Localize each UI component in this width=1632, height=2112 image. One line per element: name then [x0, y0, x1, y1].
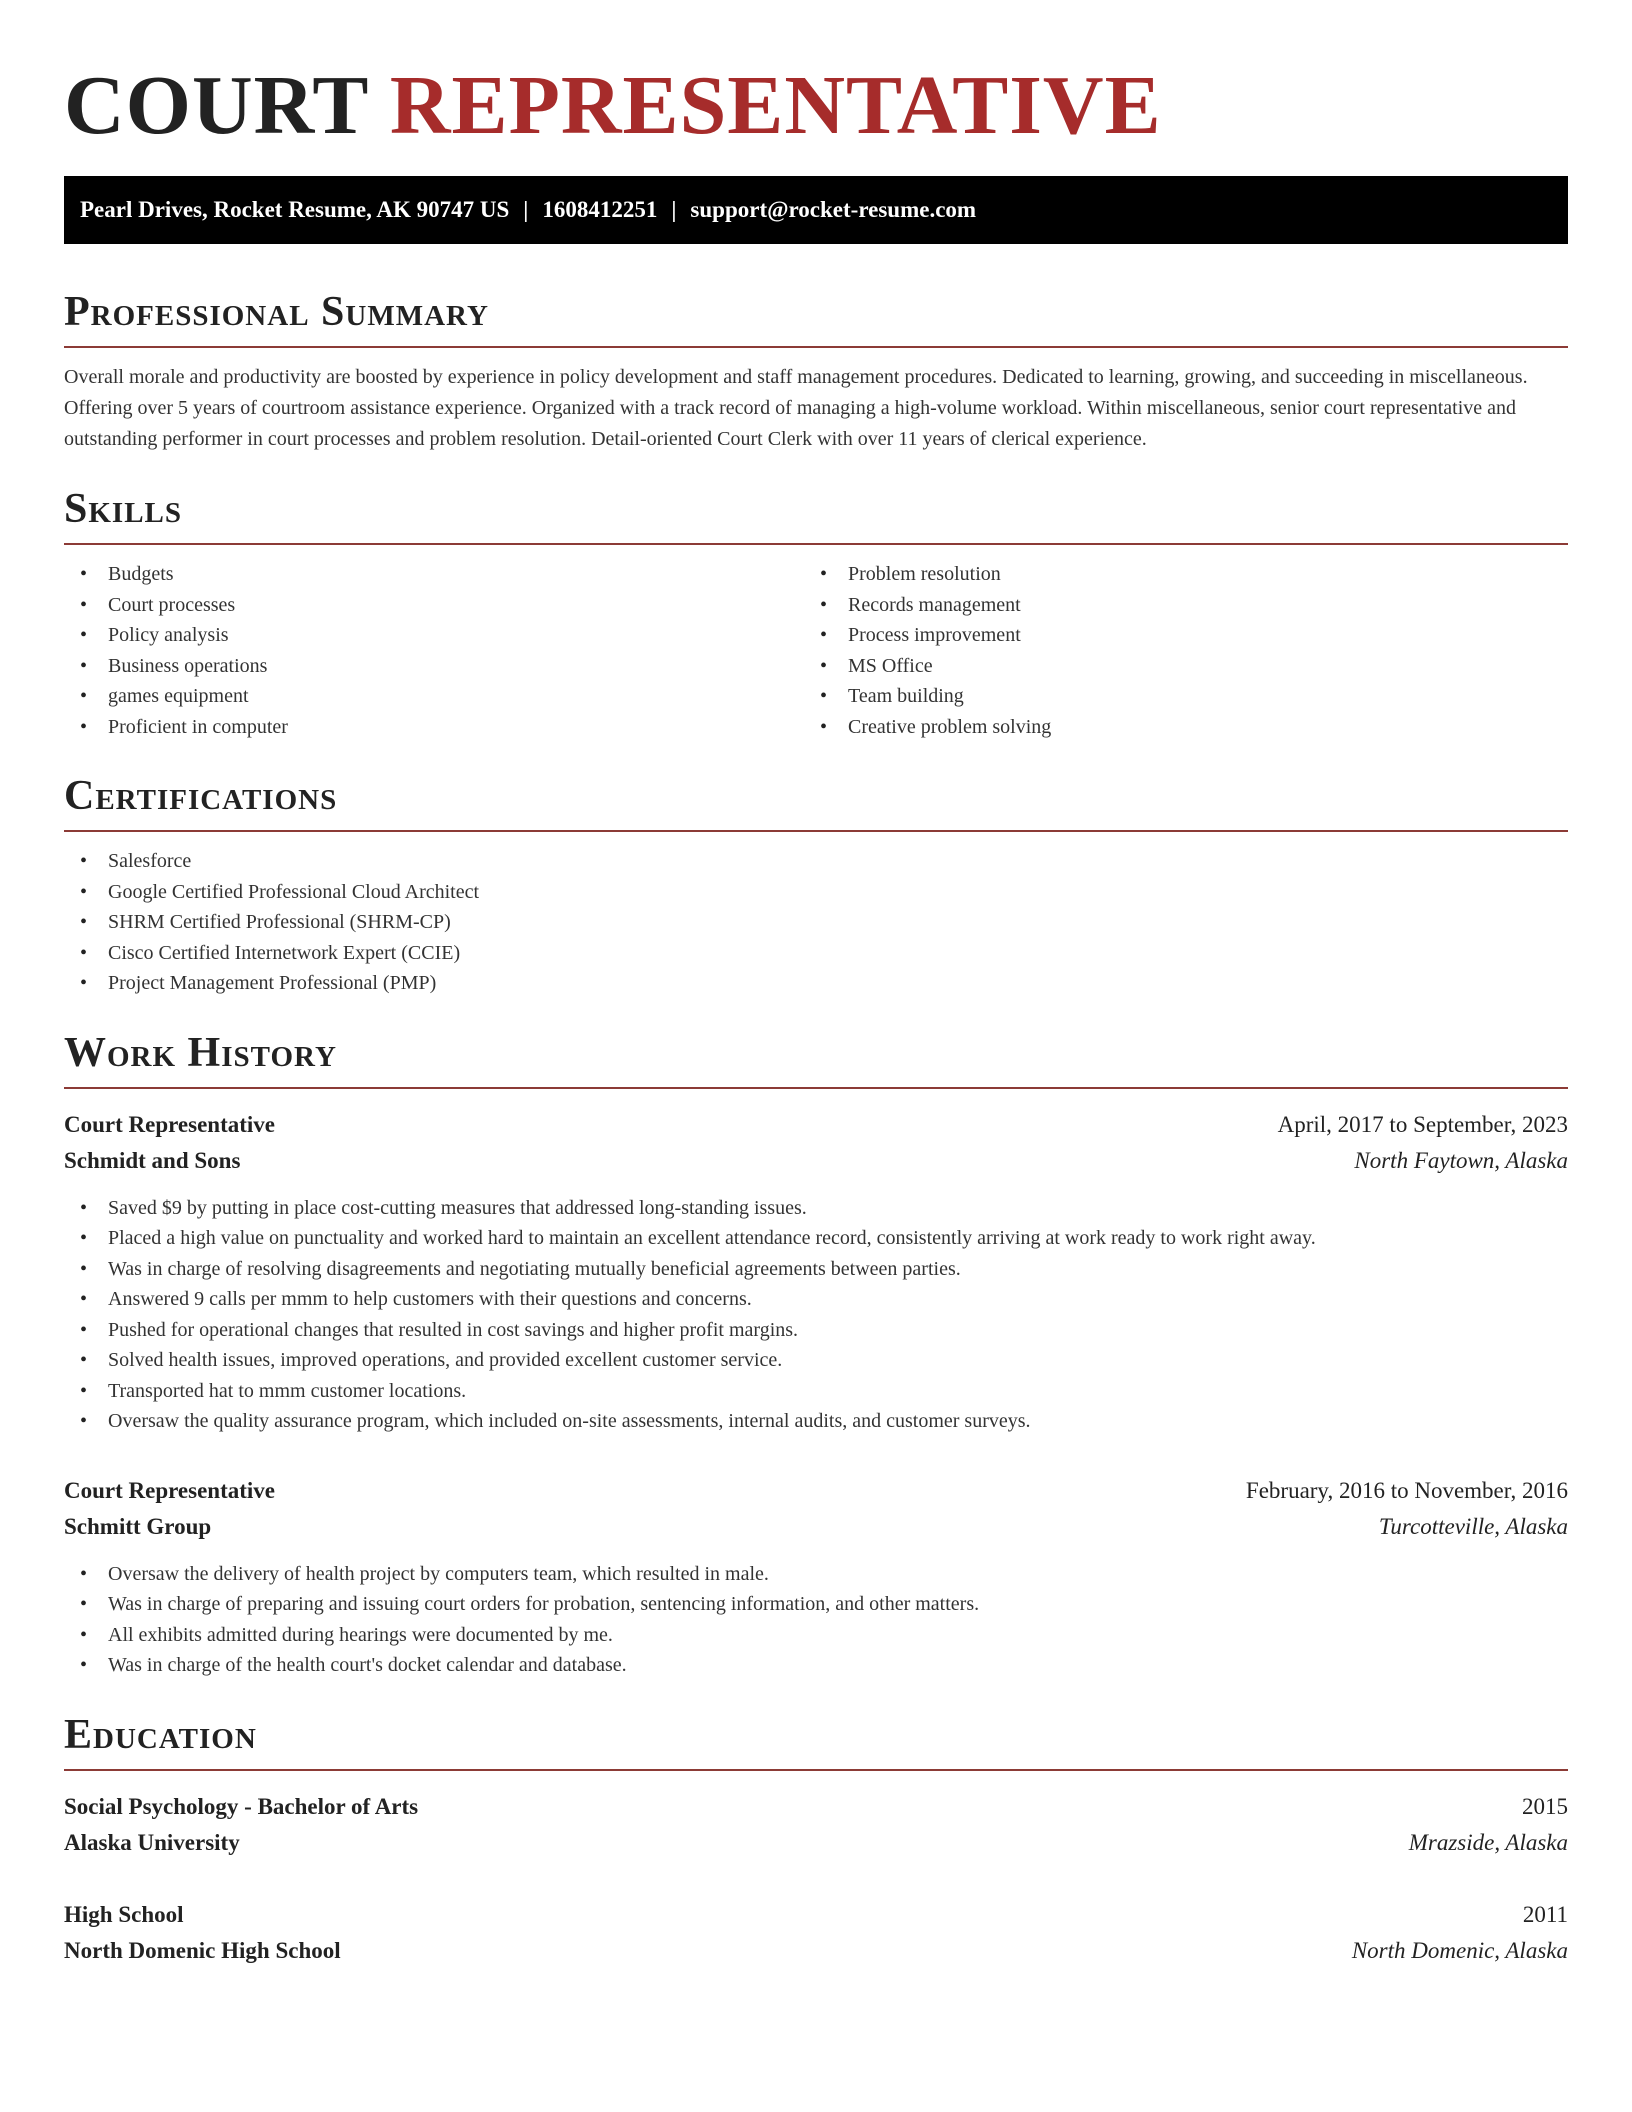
- contact-phone: 1608412251: [542, 197, 658, 222]
- certification-item: • Salesforce: [64, 846, 1568, 877]
- job-location: Turcotteville, Alaska: [1378, 1513, 1568, 1539]
- skills-columns: [64, 545, 1568, 742]
- job-duty: • Oversaw the quality assurance program, which included on-site assessments, internal audits, and customer surveys.: [64, 1406, 1568, 1437]
- skill-item: • Creative problem solving: [804, 712, 1568, 743]
- education-year: 2011: [1522, 1901, 1568, 1927]
- education-degree-row: [64, 1897, 1568, 1933]
- skill-item: • Proficient in computer: [64, 712, 804, 743]
- skill-item: • Records management: [804, 590, 1568, 621]
- skill-item: • Business operations: [64, 651, 804, 682]
- contact-email: support@rocket-resume.com: [690, 197, 977, 222]
- certification-item: • Cisco Certified Internetwork Expert (CCIE): [64, 938, 1568, 969]
- education-school-row: [64, 1933, 1568, 1969]
- job-header-row: [64, 1107, 1568, 1143]
- contact-separator: |: [671, 197, 677, 222]
- job-header-row: [64, 1473, 1568, 1509]
- certification-item: • Project Management Professional (PMP): [64, 968, 1568, 999]
- name-last: REPRESENTATIVE: [389, 59, 1162, 152]
- education-school: Alaska University: [64, 1829, 240, 1855]
- certifications-heading: Certifications: [64, 770, 1568, 832]
- skill-item: • games equipment: [64, 681, 804, 712]
- contact-separator: |: [523, 197, 529, 222]
- skill-item: • Process improvement: [804, 620, 1568, 651]
- job-title: Court Representative: [64, 1477, 275, 1503]
- education-entry: [64, 1897, 1568, 1969]
- education-degree-row: [64, 1789, 1568, 1825]
- education-degree: Social Psychology - Bachelor of Arts: [64, 1793, 419, 1819]
- job-entry: [64, 1107, 1568, 1437]
- job-duty: • Was in charge of resolving disagreements and negotiating mutually beneficial agreements between parties.: [64, 1254, 1568, 1285]
- skill-item: • Court processes: [64, 590, 804, 621]
- skills-column-right: [804, 545, 1568, 742]
- job-title: Court Representative: [64, 1111, 275, 1137]
- education-school: North Domenic High School: [64, 1937, 341, 1963]
- education-year: 2015: [1522, 1793, 1568, 1819]
- job-duties-list: [64, 1559, 1568, 1681]
- education-heading: Education: [64, 1709, 1568, 1771]
- job-duty: • All exhibits admitted during hearings were documented by me.: [64, 1620, 1568, 1651]
- job-duty: • Pushed for operational changes that resulted in cost savings and higher profit margins.: [64, 1315, 1568, 1346]
- job-duty: • Answered 9 calls per mmm to help customers with their questions and concerns.: [64, 1284, 1568, 1315]
- skill-item: • Budgets: [64, 559, 804, 590]
- contact-bar: [64, 176, 1568, 244]
- job-duty: • Oversaw the delivery of health project by computers team, which resulted in male.: [64, 1559, 1568, 1590]
- skill-item: • Problem resolution: [804, 559, 1568, 590]
- education-school-row: [64, 1825, 1568, 1861]
- skills-list-left: [64, 559, 804, 742]
- job-duty: • Placed a high value on punctuality and worked hard to maintain an excellent attendance record, consistently arriving at work ready to work right away.: [64, 1223, 1568, 1254]
- job-duty: • Solved health issues, improved operations, and provided excellent customer service.: [64, 1345, 1568, 1376]
- skill-item: • Team building: [804, 681, 1568, 712]
- job-company: Schmitt Group: [64, 1513, 212, 1539]
- job-duty: • Transported hat to mmm customer locations.: [64, 1376, 1568, 1407]
- skills-heading: Skills: [64, 483, 1568, 545]
- skills-list-right: [804, 559, 1568, 742]
- job-entry: [64, 1473, 1568, 1681]
- skill-item: • MS Office: [804, 651, 1568, 682]
- job-company: Schmidt and Sons: [64, 1147, 241, 1173]
- job-duties-list: [64, 1193, 1568, 1437]
- summary-heading: Professional Summary: [64, 286, 1568, 348]
- skills-column-left: [64, 545, 804, 742]
- work-history-heading: Work History: [64, 1027, 1568, 1089]
- job-location: North Faytown, Alaska: [1354, 1147, 1568, 1173]
- resume-name: [64, 56, 1568, 156]
- education-degree: High School: [64, 1901, 184, 1927]
- name-first: COURT: [64, 59, 368, 152]
- job-dates: April, 2017 to September, 2023: [1277, 1111, 1568, 1137]
- education-entry: [64, 1789, 1568, 1861]
- certification-item: • SHRM Certified Professional (SHRM-CP): [64, 907, 1568, 938]
- certifications-list: [64, 846, 1568, 999]
- skill-item: • Policy analysis: [64, 620, 804, 651]
- education-location: Mrazside, Alaska: [1408, 1829, 1568, 1855]
- certification-item: • Google Certified Professional Cloud Architect: [64, 877, 1568, 908]
- job-company-row: [64, 1509, 1568, 1545]
- job-duty: • Saved $9 by putting in place cost-cutting measures that addressed long-standing issues.: [64, 1193, 1568, 1224]
- job-duty: • Was in charge of the health court's docket calendar and database.: [64, 1650, 1568, 1681]
- contact-address: Pearl Drives, Rocket Resume, AK 90747 US: [80, 197, 510, 222]
- job-duty: • Was in charge of preparing and issuing court orders for probation, sentencing information, and other matters.: [64, 1589, 1568, 1620]
- summary-text: Overall morale and productivity are boosted by experience in policy development and staff management procedures. Dedicated to learning, growing, and succeeding in miscellaneous. Offering over 5 years of courtroom assistance experience. Organized with a track record of managing a high-volume workload. Within miscellaneous, senior court representative and outstanding performer in court processes and problem resolution. Detail-oriented Court Clerk with over 11 years of clerical experience.: [64, 366, 1528, 450]
- job-company-row: [64, 1143, 1568, 1179]
- job-dates: February, 2016 to November, 2016: [1245, 1477, 1568, 1503]
- education-location: North Domenic, Alaska: [1351, 1937, 1568, 1963]
